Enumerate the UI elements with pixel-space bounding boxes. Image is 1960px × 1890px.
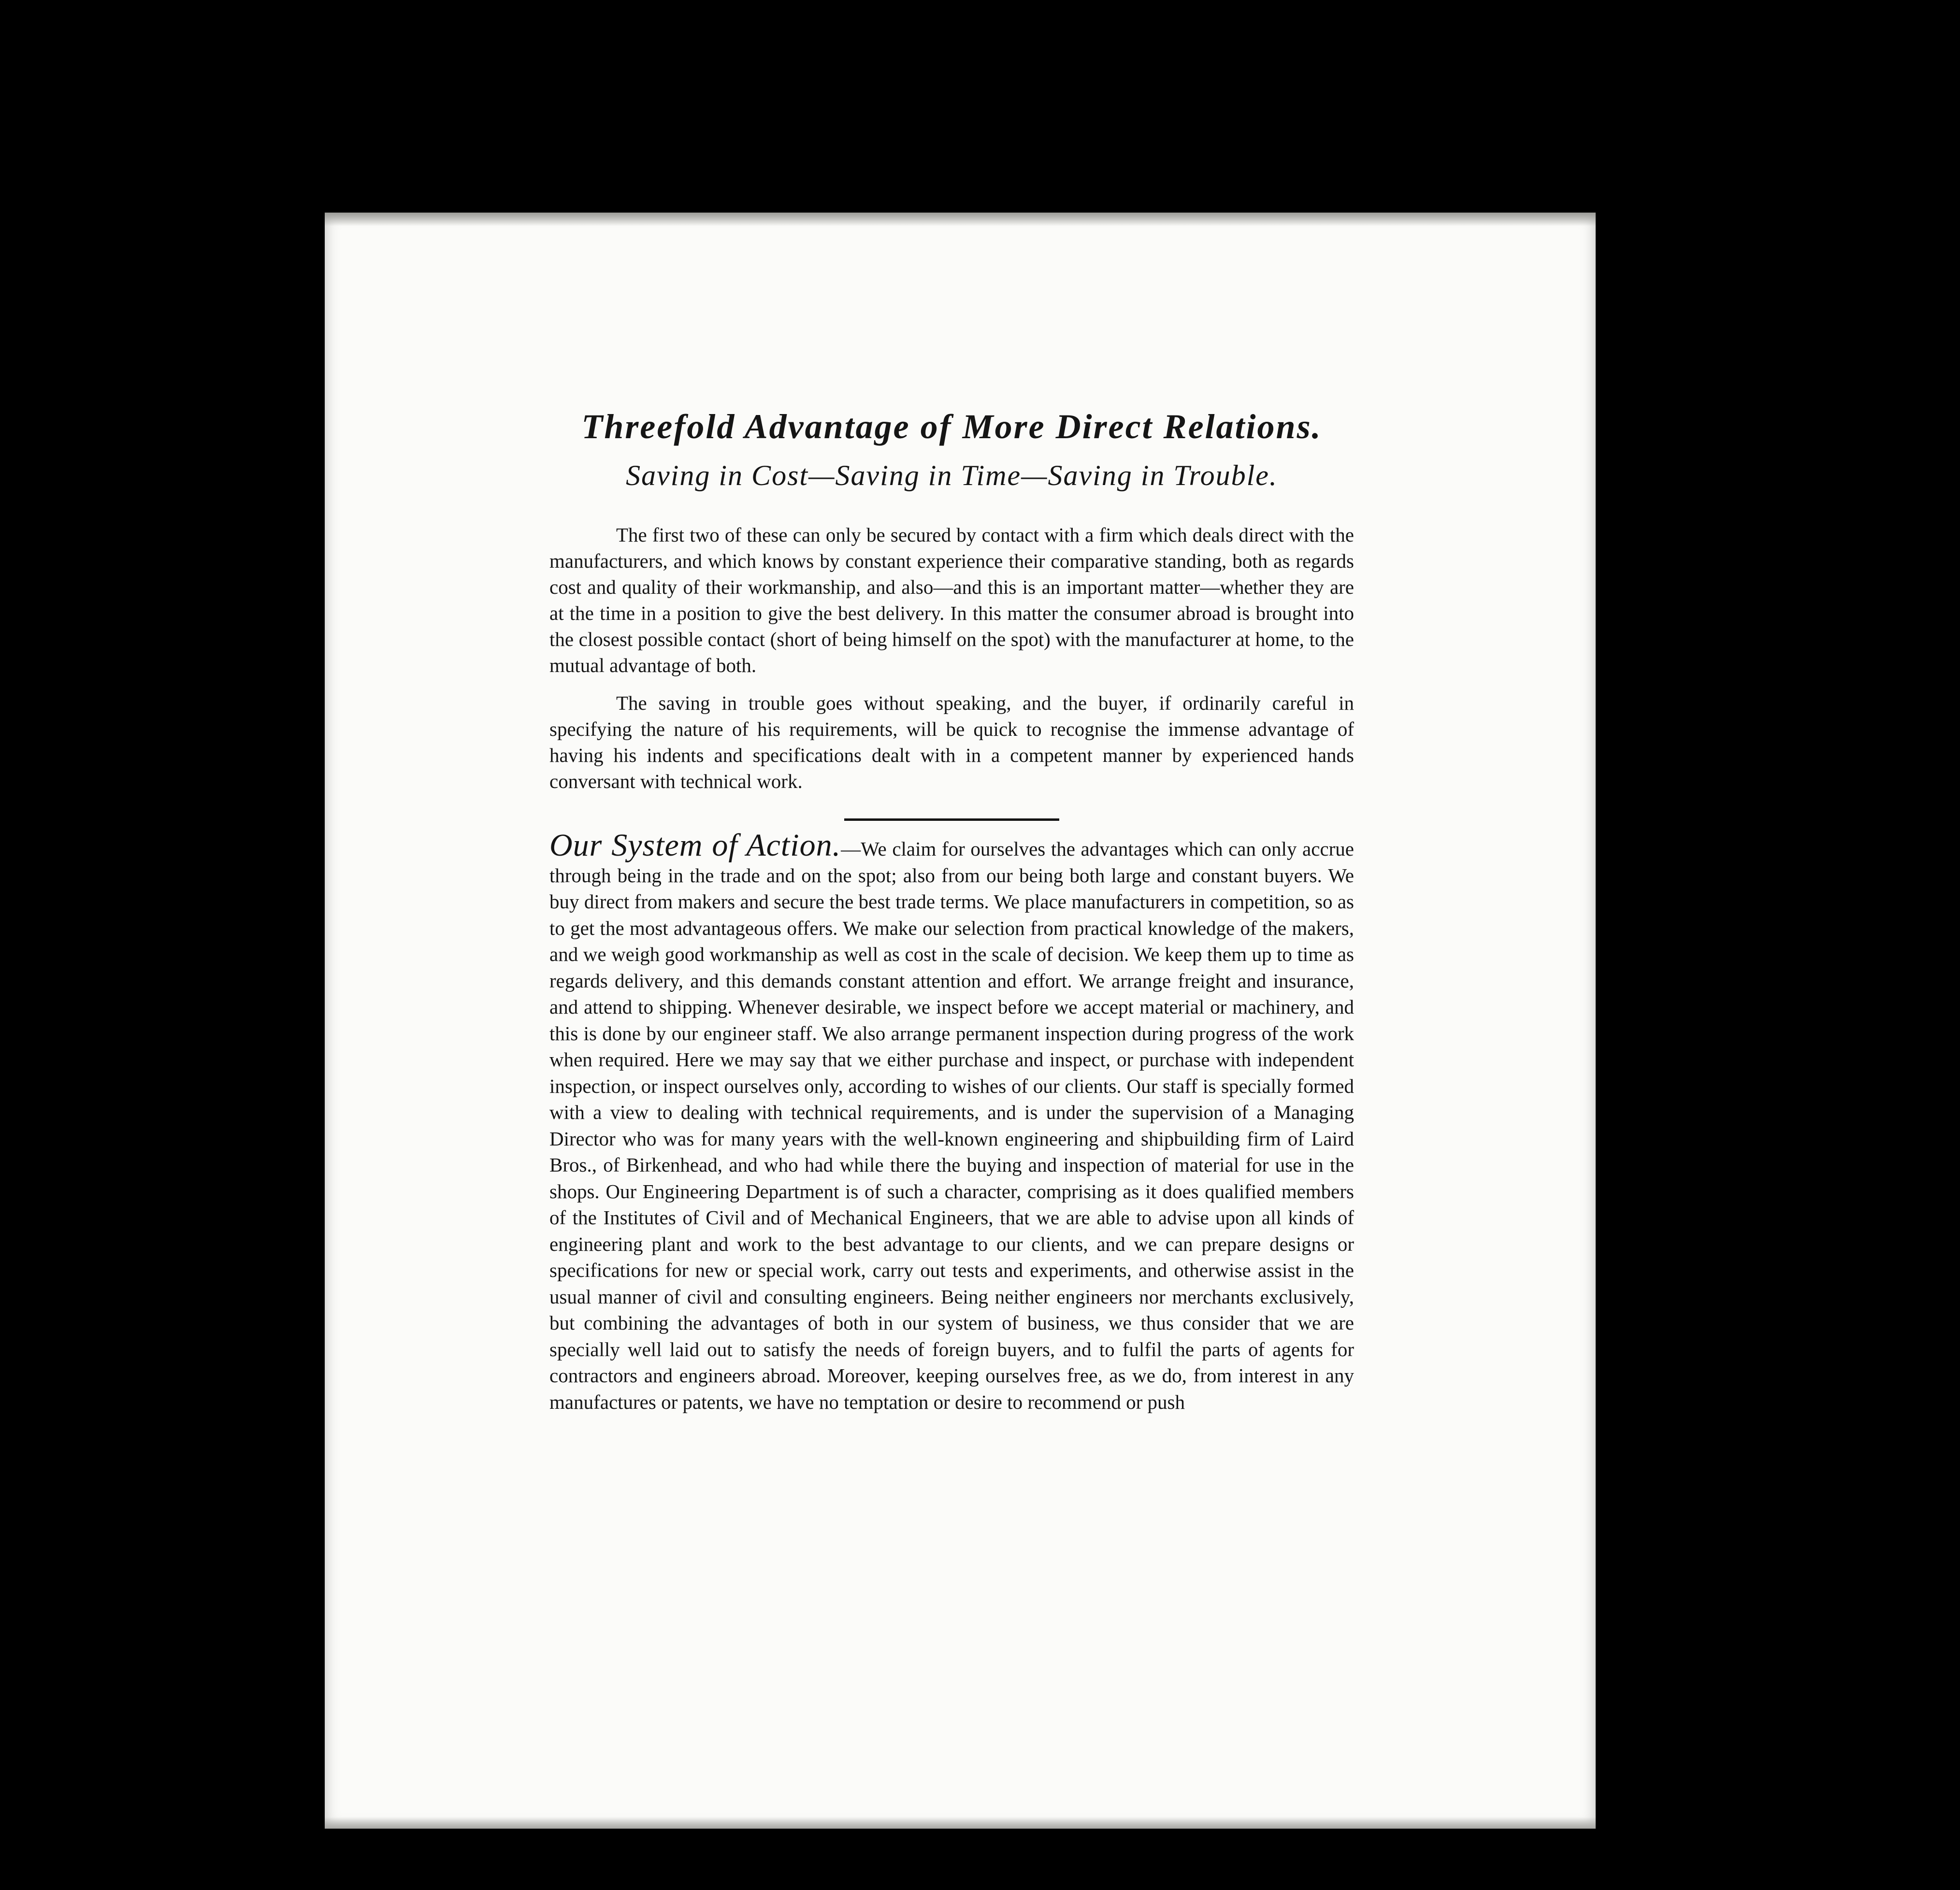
paragraph-saving-in-trouble: The saving in trouble goes without speaking, and the buyer, if ordinarily careful in specifying the nature of his requirements, will be quick to recognise the immense advantage of having his indents and specifications dealt with in a competent manner by experienced hands conversant with technical work. bbox=[549, 692, 1354, 793]
system-of-action-paragraph bbox=[549, 828, 1354, 1415]
system-of-action-heading: Our System of Action. bbox=[549, 828, 841, 863]
page-title: Threefold Advantage of More Direct Relations. bbox=[581, 407, 1322, 446]
section-divider bbox=[844, 818, 1059, 821]
document-page bbox=[325, 213, 1596, 1829]
paragraph-first-two: The first two of these can only be secured by contact with a firm which deals direct with the manufacturers, and which knows by constant experience their comparative standing, both as regards cost and quality of their workmanship, and also—and this is an important matter—whether they are at the time in a position to give the best delivery. In this matter the consumer abroad is brought into the closest possible contact (short of being himself on the spot) with the manufacturer at home, to the mutual advantage of both. bbox=[549, 524, 1354, 677]
page-content bbox=[549, 406, 1354, 1415]
system-of-action-text: —We claim for ourselves the advantages which can only accrue through being in the trade and on the spot; also from our being both large and constant buyers. We buy direct from makers and secure the best trade terms. We place manufacturers in competition, so as to get the most advantageous offers. We make our selection from practical knowledge of the makers, and we weigh good workmanship as well as cost in the scale of decision. We keep them up to time as regards delivery, and this demands constant attention and effort. We arrange freight and insurance, and attend to shipping. Whenever desirable, we inspect before we accept material or machinery, and this is done by our engineer staff. We also arrange permanent inspection during progress of the work when required. Here we may say that we either purchase and inspect, or purchase with independent inspection, or inspect ourselves only, according to wishes of our clients. Our staff is specially formed with a view to dealing with technical requirements, and is under the supervision of a Managing Director who was for many years with the well-known engineering and shipbuilding firm of Laird Bros., of Birkenhead, and who had while there the buying and inspection of material for use in the shops. Our Engineering Department is of such a character, comprising as it does qualified members of the Institutes of Civil and of Mechanical Engineers, that we are able to advise upon all kinds of engineering plant and work to the best advantage to our clients, and we can prepare designs or specifications for new or special work, carry out tests and experiments, and otherwise assist in the usual manner of civil and consulting engineers. Being neither engineers nor merchants exclusively, but combining the advantages of both in our system of business, we thus consider that we are specially well laid out to satisfy the needs of foreign buyers, and to fulfil the parts of agents for contractors and engineers abroad. Moreover, keeping ourselves free, as we do, from interest in any manufactures or patents, we have no temptation or desire to recommend or push bbox=[549, 838, 1354, 1413]
page-subtitle: Saving in Cost—Saving in Time—Saving in Trouble. bbox=[626, 459, 1278, 492]
